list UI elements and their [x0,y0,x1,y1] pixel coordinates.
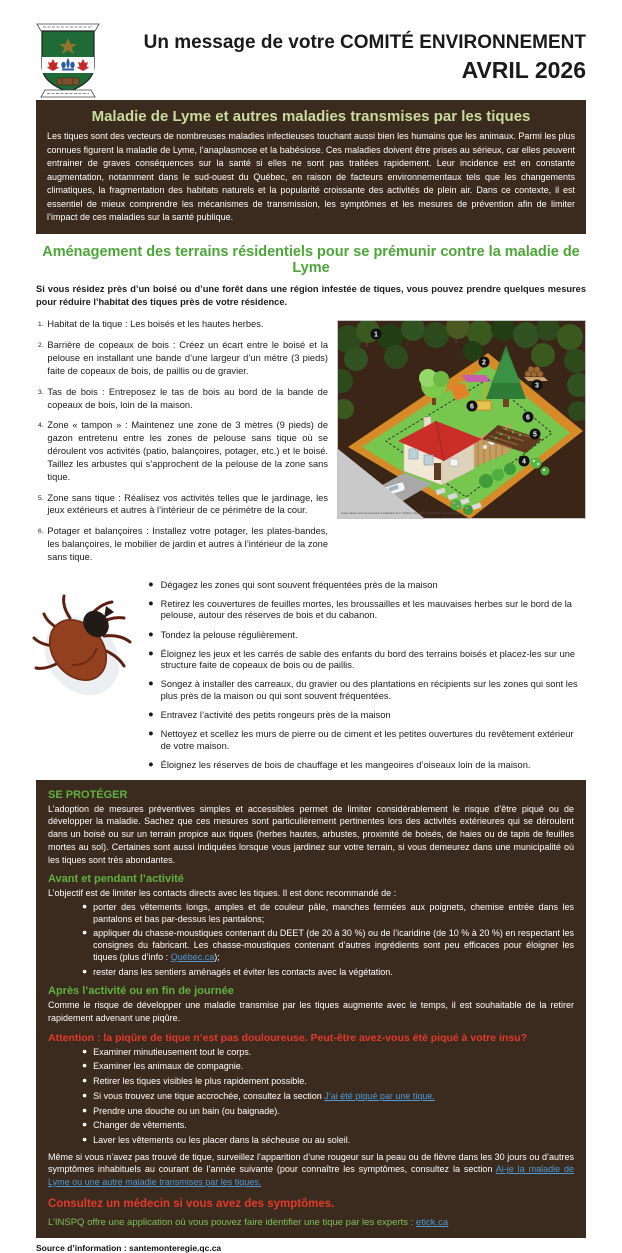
inspq-line: L’INSPQ offre une application où vous pouvez faire identifier une tique par les experts : etick.ca [48,1216,449,1228]
newsletter-title: Un message de votre COMITÉ ENVIRONNEMENT [143,32,586,53]
list-item: ● Éloignez les réserves de bois de chauffage et les mangeoires d’oiseaux loin de la maison. [148,758,531,770]
svg-text:6: 6 [526,414,530,422]
after-activity-heading: Après l’activité ou en fin de journée [48,985,234,998]
svg-text:4: 4 [522,458,526,466]
before-activity-heading: Avant et pendant l’activité [48,873,184,886]
tick-icon [30,588,140,718]
before-activity-intro: L’objectif est de limiter les contacts directs avec les tiques. Il est donc recommandé de : [48,888,397,899]
bitten-by-tick-link[interactable]: J’ai été piqué par une tique. [324,1090,435,1101]
list-item: ● Retirez les couvertures de feuilles mortes, les broussailles et les mauvaises herbes sur le bord de la pelouse, autour des réserves de bois et du cabanon. [148,597,572,621]
etick-link[interactable]: etick.ca [415,1216,449,1228]
list-item: ● appliquer du chasse-moustiques contenant du DEET (de 20 à 30 %) ou de l’icaridine (de 10 % à 20 %) en respectant les consignes du fabricant. Les chasse-moustiques contenant d’autres ingrédients sont peu efficaces pour éloigner les tiques (plus d’info : Québec.ca); [82,927,574,962]
svg-text:6: 6 [470,403,474,411]
list-item: ● Tondez la pelouse régulièrement. [148,628,298,640]
list-item: 4. Zone « tampon » : Maintenez une zone de 3 mètres (9 pieds) de gazon entretenu entre les zones de pelouse sans tique où se déroulent vos activités (patio, balançoires, potager, etc.) et le boisé. Taillez les arbustes qui s’approchent de la pelouse de la zone sans tique. [38,420,328,482]
quebec-ca-link[interactable]: Québec.ca [170,951,215,962]
tips-bullet-list [132,580,586,772]
attention-bullets [82,1047,574,1147]
list-item: ● Retirer les tiques visibles le plus rapidement possible. [82,1075,307,1087]
intro-box-title: Maladie de Lyme et autres maladies transmises par les tiques [91,108,531,125]
list-item: ● Si vous trouvez une tique accrochée, consultez la section J’ai été piqué par une tique. [82,1089,435,1101]
protect-heading: SE PROTÉGER [48,788,128,801]
list-item: ● rester dans les sentiers aménagés et éviter les contacts avec la végétation. [82,965,393,977]
attention-line: Attention : la piqûre de tique n’est pas douloureuse. Peut-être avez-vous été piqué à votre insu? [48,1031,527,1044]
list-item: 6. Potager et balançoires : Installez votre potager, les plates-bandes, les balançoires, le mobilier de jardin et autres à l’intérieur de la zone sans tique. [38,526,328,562]
list-item: 5. Zone sans tique : Réalisez vos activités telles que le jardinage, les jeux extérieurs et autres à l’intérieur de ce périmètre de la cour. [38,492,328,516]
yard-illustration [337,320,586,519]
svg-text:1: 1 [374,331,378,339]
intro-box-body: Les tiques sont des vecteurs de nombreuses maladies infectieuses touchant aussi bien les humains que les animaux. Parmi les plus connues figurent la maladie de Lyme, l’anaplasmose et la babésiose. Ces maladies doivent être prises au sérieux, car elles peuvent entrainer de graves conséquences sur la santé si elles ne sont pas traitées rapidement. Leur incidence est en constante augmentation, notamment dans le sud-ouest du Québec, en raison de facteurs environnementaux tels que les changements climatiques, la fragmentation des habitats naturels et la popularité croissante des activités de plein air. Dans ce contexte, il est essentiel de mieux comprendre les mécanismes de transmission, les symptômes et les mesures de prévention afin de limiter l’impact de ces maladies sur la santé publique. [47,131,575,222]
list-item: ● Nettoyez et scellez les murs de pierre ou de ciment et les petites ouvertures du revêtement extérieur de votre maison. [148,728,574,751]
list-item: 3. Tas de bois : Entreposez le tas de bois au bord de la bande de copeaux de bois, loin de la maison. [38,386,328,410]
intro-box [36,100,586,234]
amenagement-columns [36,318,586,571]
list-item: ● Songez à installer des carreaux, du gravier ou des plantations en récipients sur les zones qui sont les plus près de la maison ou qui sont souvent fréquentées. [148,678,578,701]
numbered-list [36,318,328,571]
list-item: ● Dégagez les zones qui sont souvent fréquentées près de la maison [148,578,438,590]
list-item: ● Examiner les animaux de compagnie. [82,1060,244,1072]
amenagement-intro: Si vous résidez près d’un boisé ou d’une forêt dans une région infestée de tiques, vous pouvez prendre quelques mesures pour réduire l’habitat des tiques près de votre résidence. [36,283,586,307]
list-item: 2. Barrière de copeaux de bois : Créez un écart entre le boisé et la pelouse en installant une bande d’une largeur d’un mètre (3 pieds) faite de copeaux de bois, de paillis ou de gravier. [38,340,328,376]
list-item: ● Entravez l’activité des petits rongeurs près de la maison [148,709,391,721]
protection-box [36,780,586,1238]
lyme-symptoms-link[interactable]: Ai-je la maladie de Lyme ou une autre maladie transmises par les tiques. [48,1164,575,1188]
before-activity-bullets [82,902,574,978]
svg-text:2: 2 [482,359,486,367]
tick-tips-section [36,580,586,772]
consult-doctor-line: Consultez un médecin si vous avez des symptômes. [48,1197,335,1210]
list-item: ● Changer de vêtements. [82,1119,187,1131]
list-item: ● Laver les vêtements ou les placer dans la sécheuse ou au soleil. [82,1133,351,1145]
list-item: ● Éloignez les jeux et les carrés de sable des enfants du bord des terrains boisés et placez-les sur une structure faite de copeaux de bois ou de paillis. [148,647,576,671]
image-credit: Image utilisée avec la permission et adaptation de K. Stafford, Connecticut Agricultural Experiment Station [341,512,463,516]
list-item: ● Examiner minutieusement tout le corps. [82,1045,252,1057]
source-footer: Source d’information : santemonteregie.qc.ca [36,1242,222,1253]
municipal-crest-logo [29,20,107,107]
svg-text:5: 5 [533,431,537,439]
crest-icon [29,20,107,102]
yard-illustration-graphic [338,321,585,518]
protect-body: L’adoption de mesures préventives simples et accessibles permet de limiter considérablement le risque d’être piqué ou de développer la maladie. Sachez que ces mesures sont particulièrement pertinentes lors des activités extérieures qui se déroulent dans un boisé ou sur un terrain propice aux tiques (herbes hautes, arbustes, proximité de boisés, de haies ou de tapis de feuilles mortes au sol). Certaines sont aussi indiquées lorsque vous jardinez sur votre terrain, si vous demeurez dans une municipalité où les tiques sont très abondantes. [48,803,574,865]
newsletter-date: AVRIL 2026 [461,57,586,83]
svg-text:3: 3 [535,382,539,390]
surveillance-paragraph: Même si vous n’avez pas trouvé de tique, surveillez l’apparition d’une rougeur sur la peau ou de fièvre dans les 30 jours ou d’autres symptômes inhabituels au courant de l’année suivante (pour connaître les symptômes, consultez la section Ai-je la maladie de Lyme ou une autre maladie transmises par les tiques. [48,1151,575,1188]
amenagement-heading: Aménagement des terrains résidentiels pour se prémunir contre la maladie de Lyme [42,243,580,276]
after-activity-body: Comme le risque de développer une maladie transmise par les tiques augmente avec le temps, il est souhaitable de la retirer rapidement advenant une piqûre. [48,1000,574,1023]
page-header [0,0,622,100]
list-item: ● porter des vêtements longs, amples et de couleur pâle, manches fermées aux poignets, chemise entrée dans les pantalons et bas par-dessus les pantalons; [82,901,574,924]
tick-photo [30,588,140,723]
list-item: 1. Habitat de la tique : Les boisés et les hautes herbes. [38,319,264,330]
list-item: ● Prendre une douche ou un bain (ou baignade). [82,1104,280,1116]
